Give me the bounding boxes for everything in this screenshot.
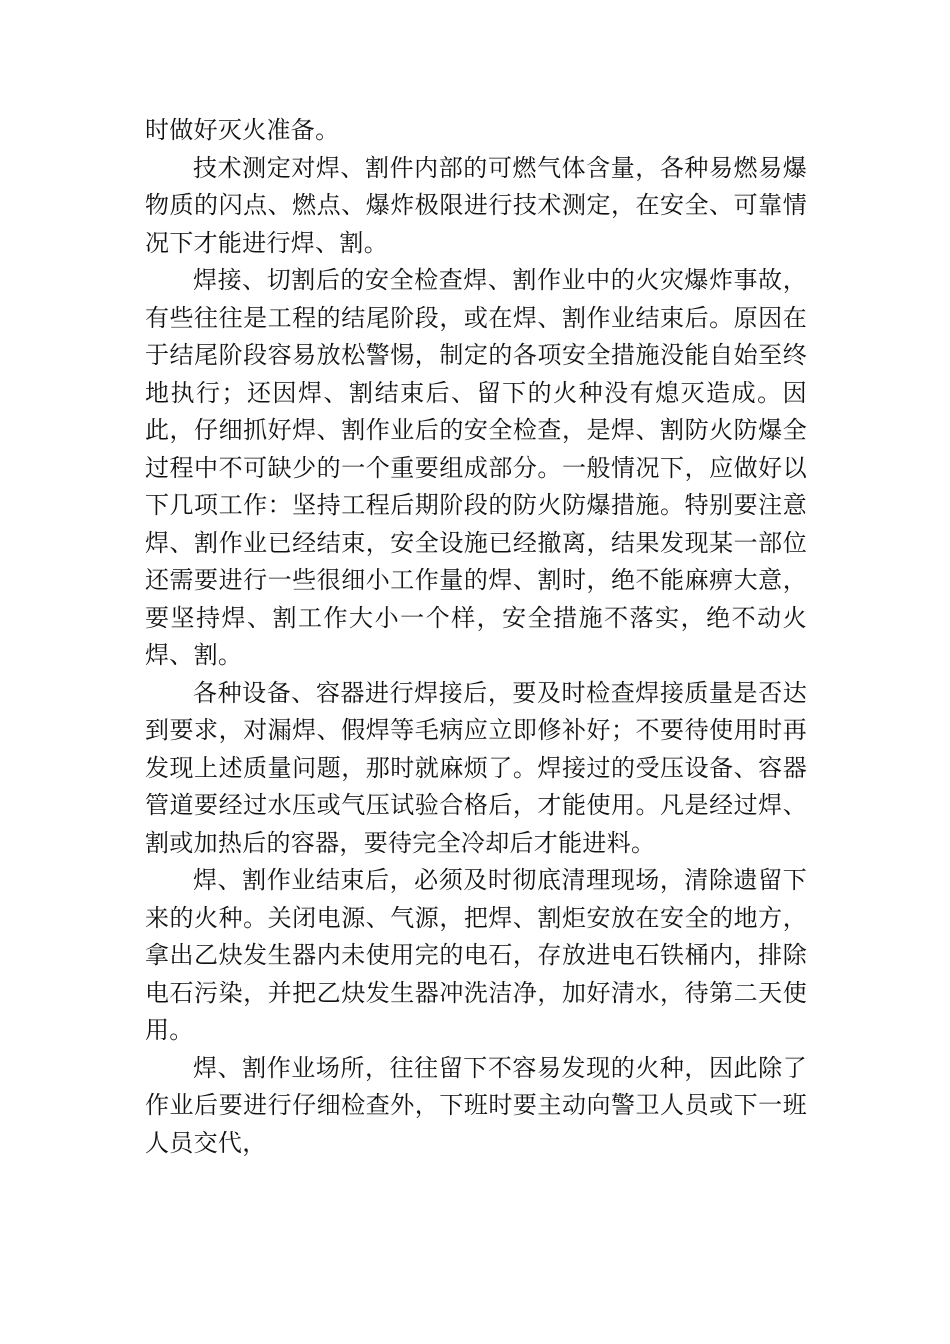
paragraph-technical-testing: 技术测定对焊、割件内部的可燃气体含量，各种易燃易爆物质的闪点、燃点、爆炸极限进行技术测定，在安全、可靠情况下才能进行焊、割。 [145, 153, 807, 257]
document-body [145, 112, 807, 1162]
paragraph-weld-quality-check: 各种设备、容器进行焊接后，要及时检查焊接质量是否达到要求，对漏焊、假焊等毛病应立即修补好；不要待使用时再发现上述质量问题，那时就麻烦了。焊接过的受压设备、容器管道要经过水压或气压试验合格后，才能使用。凡是经过焊、割或加热后的容器，要待完全冷却后才能进料。 [145, 678, 807, 857]
paragraph-post-welding-inspection: 焊接、切割后的安全检查焊、割作业中的火灾爆炸事故，有些往往是工程的结尾阶段，或在焊、割作业结束后。原因在于结尾阶段容易放松警惕，制定的各项安全措施没能自始至终地执行；还因焊、割结束后、留下的火种没有熄灭造成。因此，仔细抓好焊、割作业后的安全检查，是焊、割防火防爆全过程中不可缺少的一个重要组成部分。一般情况下，应做好以下几项工作：坚持工程后期阶段的防火防爆措施。特别要注意焊、割作业已经结束，安全设施已经撤离，结果发现某一部位还需要进行一些很细小工作量的焊、割时，绝不能麻痹大意，要坚持焊、割工作大小一个样，安全措施不落实，绝不动火焊、割。 [145, 266, 807, 669]
paragraph-continuation: 时做好灭火准备。 [145, 116, 340, 144]
paragraph-handover: 焊、割作业场所，往往留下不容易发现的火种，因此除了作业后要进行仔细检查外，下班时要主动向警卫人员或下一班人员交代， [145, 1053, 807, 1157]
paragraph-site-cleanup: 焊、割作业结束后，必须及时彻底清理现场，清除遗留下来的火种。关闭电源、气源，把焊、割炬安放在安全的地方，拿出乙炔发生器内未使用完的电石，存放进电石铁桶内，排除电石污染，并把乙炔发生器冲洗洁净，加好清水，待第二天使用。 [145, 866, 807, 1044]
